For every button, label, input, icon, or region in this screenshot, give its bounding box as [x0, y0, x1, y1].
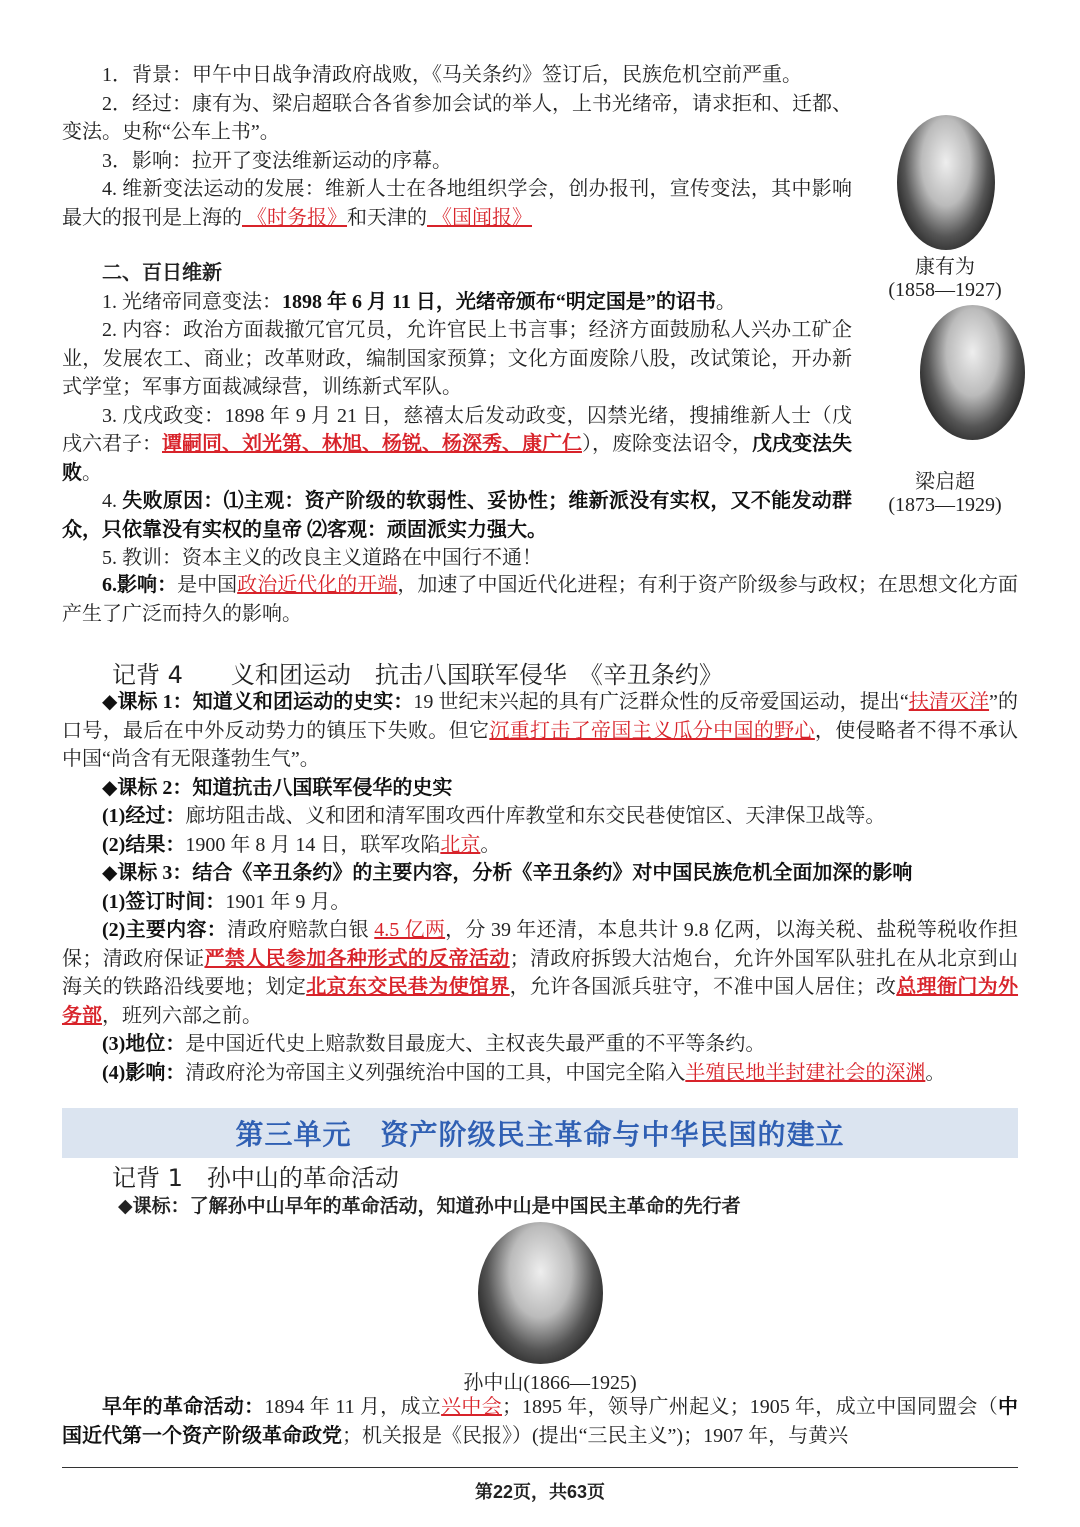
page-number: 第22页，共63页 — [474, 1482, 606, 1502]
highlighted-key-point: 扶清灭洋 — [908, 691, 990, 713]
bold-text: 中国近代第一个资产阶级革命政党 — [62, 1396, 1019, 1447]
portrait-sun-yat-sen — [478, 1222, 603, 1364]
highlighted-key-point: 政治近代化的开端 — [237, 574, 398, 596]
text-run: 是中国 — [177, 574, 238, 596]
bold-text: ◆课标 2：知道抗击八国联军侵华的史实 — [102, 776, 453, 799]
text-run: 清政府沦为帝国主义列强统治中国的工具，中国完全陷入 — [185, 1061, 686, 1084]
section-heading: 二、百日维新 — [102, 262, 222, 284]
highlighted-key-point: 沉重打击了帝国主义瓜分中国的野心 — [489, 719, 815, 742]
portrait-liang-qichao — [920, 305, 1025, 440]
text-run: 4. — [102, 490, 123, 512]
paragraph — [62, 175, 852, 232]
highlighted-key-point: 严禁人民参加各种形式的反帝活动 — [204, 947, 510, 970]
jibei4-heading: 记背 4 义和团运动 抗击八国联军侵华 《辛丑条约》 — [112, 661, 723, 689]
text-run: ”的口号，最后在中外反动势力的镇压下失败。但它 — [62, 691, 1018, 742]
footer-divider — [62, 1467, 1018, 1468]
paragraph — [62, 1030, 1018, 1059]
text-run: 1901 年 9 月。 — [225, 890, 351, 913]
highlighted-key-point: 谭嗣同、刘光第、林旭、杨锐、杨深秀、康广仁 — [162, 433, 582, 455]
caption-liang-qichao — [870, 465, 1020, 517]
paragraph — [62, 544, 852, 573]
bold-text: (4)影响： — [102, 1061, 186, 1084]
highlighted-key-point: 《国闻报》 — [427, 206, 532, 229]
text-run: ，允许各国派兵驻守，不准中国人居住；改 — [509, 976, 897, 998]
text-run: 2. 内容：政治方面裁撤冗官冗员，允许官民上书言事；经济方面鼓励私人兴办工矿企业，发展农工、商业；改革财政，编制国家预算；文化方面废除八股，改试策论，开办新式学堂；军事方面裁减绿营，训练新式军队。 — [62, 319, 852, 398]
paragraph — [62, 688, 1018, 774]
caption-kang-youwei — [870, 250, 1020, 302]
text-run: 。 — [480, 833, 501, 856]
paragraph — [62, 859, 1018, 888]
bold-text: (1)签订时间： — [102, 890, 226, 913]
paragraph — [62, 802, 1018, 831]
bold-text: (2)主要内容： — [102, 919, 228, 941]
bold-text: 6.影响： — [102, 574, 178, 596]
bold-text: 失败原因：⑴主观：资产阶级的软弱性、妥协性；维新派没有实权，又不能发动群众，只依靠没有实权的皇帝 ⑵客观：顽固派实力强大。 — [62, 490, 853, 541]
paragraph — [62, 90, 852, 147]
jibei1-heading: 记背 1 孙中山的革命活动 — [112, 1164, 399, 1192]
text-run: 3．影响：拉开了变法维新运动的序幕。 — [102, 149, 452, 172]
bold-text: ◆课标 1：知道义和团运动的史实： — [102, 691, 414, 713]
bold-text: (1)经过： — [102, 805, 186, 827]
portrait-kang-youwei — [897, 115, 995, 250]
paragraph — [62, 774, 1018, 803]
text-run: ，班列六部之前。 — [102, 1004, 262, 1027]
text-run: 。 — [925, 1061, 946, 1084]
paragraph — [62, 316, 852, 402]
text-run: 4. 维新变法运动的发展：维新人士在各地组织学会，创办报刊，宣传变法，其中影响最大的报刊是上海的 — [62, 178, 852, 229]
paragraph — [62, 288, 852, 317]
paragraph — [62, 831, 1018, 860]
bold-text: ◆课标 3：结合《辛丑条约》的主要内容，分析《辛丑条约》对中国民族危机全面加深的影响 — [102, 862, 913, 884]
paragraph — [62, 916, 1018, 1030]
highlighted-key-point: 总理衙门为外务部 — [62, 976, 1019, 1027]
section-sun-activities — [62, 1393, 1018, 1450]
text-run: 19 世纪末兴起的具有广泛群众性的反帝爱国运动，提出“ — [413, 691, 909, 713]
text-run: 是中国近代史上赔款数目最庞大、主权丧失最严重的不平等条约。 — [185, 1033, 766, 1055]
text-run: ，加速了中国近代化进程；有利于资产阶级参与政权；在思想文化方面产生了广泛而持久的影响。 — [62, 574, 1019, 625]
text-run: ），废除变法诏令， — [582, 433, 752, 455]
section-hundred-days-reform — [62, 232, 852, 573]
highlighted-key-point: 4.5 亿两 — [374, 919, 446, 941]
text-run: 清政府赔款白银 — [227, 919, 375, 941]
text-run: ，分 39 年还清，本息共计 9.8 亿两，以海关税、盐税等税收作担保；清政府保证 — [62, 919, 1019, 970]
highlighted-key-point: 《时务报》 — [242, 206, 347, 229]
text-run: ；机关报是《民报》）(提出“三民主义”)；1907 年，与黄兴 — [342, 1424, 849, 1447]
paragraph — [62, 487, 852, 544]
caption-sun-yat-sen: 孙中山(1866—1925) — [463, 1372, 637, 1394]
paragraph — [62, 1059, 1018, 1088]
bold-text: (2)结果： — [102, 833, 186, 856]
text-run: 3. 戊戌政变：1898 年 9 月 21 日，慈禧太后发动政变，囚禁光绪，搜捕维新人士（戊戌六君子： — [62, 404, 852, 455]
section-gongche-shangshu — [62, 61, 852, 232]
paragraph — [62, 402, 852, 488]
portrait-name: 梁启超 — [915, 471, 975, 493]
section-boxer-movement — [62, 688, 1018, 1087]
text-run: 1900 年 8 月 14 日，联军攻陷 — [185, 833, 441, 856]
bold-text: 早年的革命活动： — [102, 1396, 265, 1418]
reform-items — [62, 288, 852, 573]
text-run: 廊坊阻击战、义和团和清军围攻西什库教堂和东交民巷使馆区、天津保卫战等。 — [185, 805, 886, 827]
portrait-years: (1873—1929) — [888, 494, 1002, 516]
paragraph — [62, 888, 1018, 917]
text-run: ；1895 年，领导广州起义；1905 年，成立中国同盟会（ — [502, 1396, 999, 1418]
portrait-name: 康有为 — [915, 256, 975, 278]
reform-item-6 — [62, 571, 1018, 628]
portrait-years: (1858—1927) — [888, 279, 1002, 301]
text-run: 和天津的 — [347, 206, 427, 229]
highlighted-key-point: 北京 — [440, 833, 481, 856]
highlighted-key-point: 北京东交民巷为使馆界 — [306, 976, 510, 998]
paragraph — [62, 571, 1018, 628]
text-run: ；清政府拆毁大沽炮台，允许外国军队驻扎在从北京到山海关的铁路沿线要地；划定 — [62, 947, 1019, 998]
paragraph — [62, 61, 852, 90]
kebiao-sun: ◆课标：了解孙中山早年的革命活动，知道孙中山是中国民主革命的先行者 — [118, 1195, 741, 1217]
text-run: 1894 年 11 月，成立 — [264, 1396, 442, 1418]
bold-text: (3)地位： — [102, 1033, 186, 1055]
text-run: 1．背景：甲午中日战争清政府战败，《马关条约》签订后，民族危机空前严重。 — [102, 64, 802, 86]
bold-text: 1898 年 6 月 11 日，光绪帝颁布“明定国是”的诏书 — [282, 290, 716, 313]
text-run: 2．经过：康有为、梁启超联合各省参加会试的举人，上书光绪帝，请求拒和、迁都、变法。史称“公车上书”。 — [62, 92, 852, 143]
paragraph — [62, 1393, 1018, 1450]
text-run: 5. 教训：资本主义的改良主义道路在中国行不通！ — [102, 547, 542, 569]
text-run: 。 — [82, 461, 102, 484]
text-run: ，使侵略者不得不承认中国“尚含有无限蓬勃生气”。 — [62, 719, 1019, 770]
highlighted-key-point: 兴中会 — [441, 1396, 502, 1418]
paragraph — [62, 147, 852, 176]
highlighted-key-point: 半殖民地半封建社会的深渊 — [685, 1061, 926, 1084]
unit3-banner: 第三单元 资产阶级民主革命与中华民国的建立 — [62, 1108, 1018, 1158]
text-run: 。 — [715, 290, 736, 313]
bold-text: 戊戌变法失败 — [62, 433, 852, 484]
text-run: 1. 光绪帝同意变法： — [102, 290, 282, 313]
